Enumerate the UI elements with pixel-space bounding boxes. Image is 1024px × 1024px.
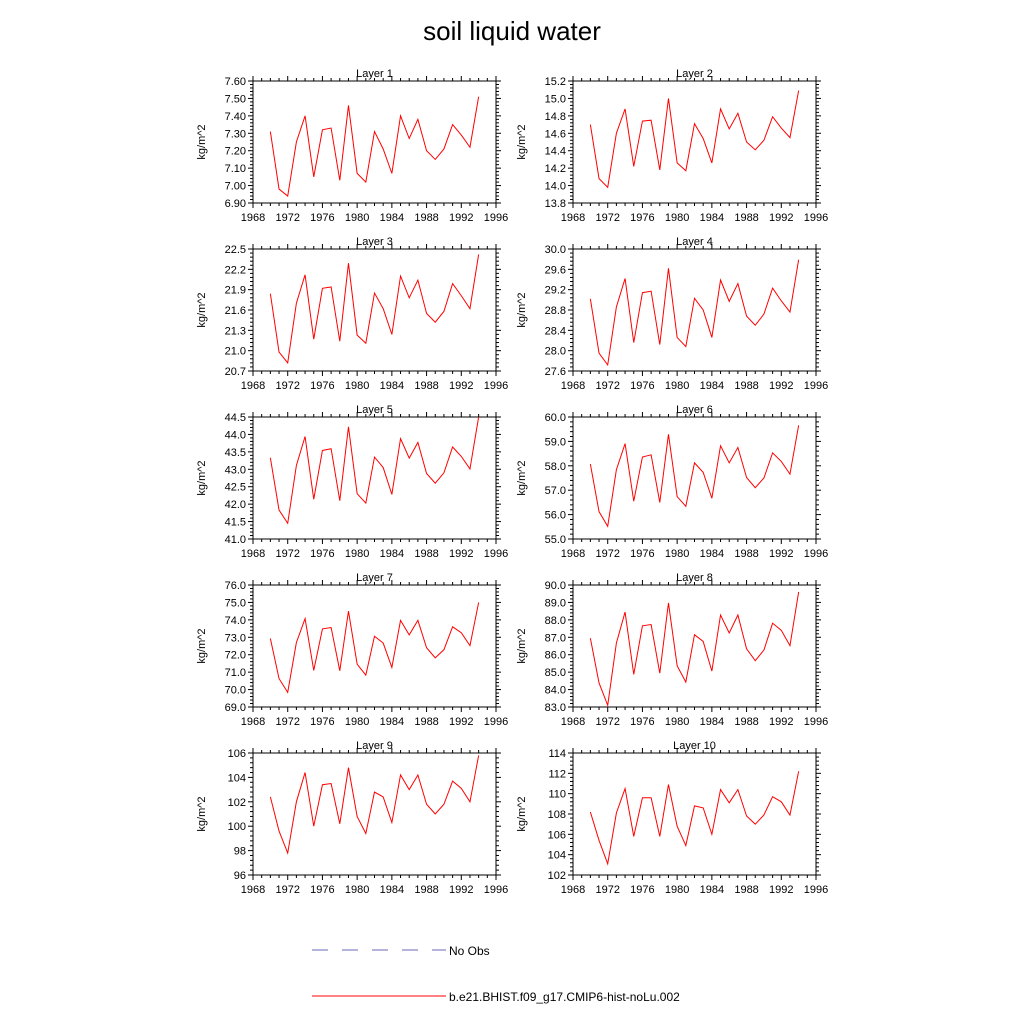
x-tick-label: 1984 — [379, 548, 405, 560]
x-tick-label: 1992 — [449, 884, 474, 896]
y-tick-label: 15.2 — [544, 76, 566, 88]
y-tick-label: 21.0 — [224, 345, 246, 358]
y-axis-label: kg/m^2 — [196, 124, 208, 160]
x-tick-label: 1976 — [630, 716, 655, 728]
y-axis-label: kg/m^2 — [516, 124, 528, 160]
y-tick-label: 14.4 — [544, 145, 566, 158]
y-tick-label: 21.9 — [224, 284, 246, 297]
y-tick-label: 7.60 — [224, 76, 246, 88]
y-tick-label: 21.3 — [224, 325, 246, 338]
x-tick-label: 1980 — [344, 212, 370, 224]
x-tick-label: 1984 — [699, 212, 725, 224]
x-tick-label: 1980 — [664, 716, 690, 728]
y-tick-label: 74.0 — [224, 614, 246, 627]
y-tick-label: 7.50 — [224, 93, 246, 106]
y-tick-label: 102 — [547, 870, 566, 882]
x-tick-label: 1980 — [664, 212, 690, 224]
y-tick-label: 42.0 — [224, 499, 246, 512]
legend-model-label: b.e21.BHIST.f09_g17.CMIP6-hist-noLu.002 — [449, 990, 680, 1004]
x-tick-label: 1988 — [734, 548, 759, 560]
y-axis-label: kg/m^2 — [196, 292, 208, 328]
y-tick-label: 60.0 — [544, 412, 566, 424]
y-tick-label: 88.0 — [544, 614, 566, 627]
chart-panel-layer-4 — [516, 236, 828, 392]
y-tick-label: 28.8 — [544, 305, 566, 317]
x-tick-label: 1988 — [414, 548, 439, 560]
series-line — [270, 602, 478, 692]
panel-title: Layer 1 — [356, 68, 393, 80]
x-tick-label: 1976 — [310, 884, 335, 896]
x-tick-label: 1996 — [803, 716, 829, 728]
x-tick-label: 1992 — [769, 884, 794, 896]
x-tick-label: 1972 — [275, 884, 300, 896]
x-tick-label: 1992 — [449, 212, 474, 224]
plot-frame — [253, 753, 496, 875]
x-tick-label: 1988 — [734, 380, 759, 392]
y-tick-label: 114 — [548, 748, 566, 760]
y-tick-label: 69.0 — [224, 702, 246, 714]
y-tick-label: 21.6 — [224, 305, 246, 317]
x-tick-label: 1988 — [414, 716, 439, 728]
x-tick-label: 1972 — [275, 716, 300, 728]
x-tick-label: 1996 — [483, 716, 509, 728]
x-tick-label: 1968 — [240, 212, 266, 224]
y-tick-label: 27.6 — [544, 366, 566, 378]
chart-panel-layer-7 — [196, 572, 508, 728]
y-tick-label: 14.0 — [544, 180, 566, 193]
plot-frame — [573, 585, 816, 707]
y-tick-label: 98 — [233, 845, 246, 858]
plot-frame — [253, 585, 496, 707]
chart-panel-layer-5 — [196, 404, 508, 560]
x-tick-label: 1992 — [769, 716, 794, 728]
x-tick-label: 1984 — [379, 212, 405, 224]
x-tick-label: 1980 — [344, 548, 370, 560]
x-tick-label: 1984 — [379, 380, 405, 392]
plot-frame — [573, 417, 816, 539]
y-tick-label: 73.0 — [224, 632, 246, 645]
y-tick-label: 102 — [227, 796, 246, 809]
y-tick-label: 89.0 — [544, 597, 566, 610]
y-tick-label: 20.7 — [224, 366, 246, 378]
panel-title: Layer 4 — [676, 236, 713, 248]
x-tick-label: 1976 — [310, 212, 335, 224]
panel-title: Layer 10 — [673, 740, 716, 752]
y-tick-label: 108 — [547, 809, 566, 821]
plot-frame — [573, 753, 816, 875]
x-tick-label: 1972 — [595, 716, 620, 728]
x-tick-label: 1996 — [803, 884, 829, 896]
y-tick-label: 104 — [227, 772, 246, 785]
panel-title: Layer 5 — [356, 404, 393, 416]
x-tick-label: 1996 — [803, 212, 829, 224]
x-tick-label: 1988 — [414, 380, 439, 392]
y-tick-label: 57.0 — [544, 485, 566, 498]
x-tick-label: 1984 — [379, 884, 405, 896]
y-tick-label: 44.0 — [224, 429, 246, 442]
x-tick-label: 1976 — [630, 548, 655, 560]
chart-panel-layer-6 — [516, 404, 828, 560]
y-tick-label: 14.6 — [544, 128, 566, 141]
y-tick-label: 112 — [548, 768, 566, 781]
y-axis-label: kg/m^2 — [516, 292, 528, 328]
y-tick-label: 30.0 — [544, 244, 566, 256]
y-tick-label: 110 — [548, 788, 566, 801]
figure-title: soil liquid water — [423, 16, 601, 46]
x-tick-label: 1980 — [664, 884, 690, 896]
x-tick-label: 1980 — [344, 380, 370, 392]
chart-panel-layer-10 — [516, 740, 828, 896]
panel-title: Layer 9 — [356, 740, 393, 752]
series-line — [590, 91, 798, 188]
y-tick-label: 29.2 — [544, 284, 566, 297]
y-tick-label: 71.0 — [224, 667, 246, 680]
x-tick-label: 1968 — [240, 380, 266, 392]
x-tick-label: 1996 — [483, 884, 509, 896]
x-tick-label: 1988 — [414, 884, 439, 896]
y-tick-label: 22.2 — [224, 264, 246, 277]
panel-title: Layer 2 — [676, 68, 713, 80]
y-axis-label: kg/m^2 — [196, 460, 208, 496]
y-tick-label: 7.10 — [224, 163, 246, 176]
x-tick-label: 1992 — [449, 716, 474, 728]
series-line — [590, 425, 798, 526]
x-tick-label: 1968 — [560, 380, 586, 392]
x-tick-label: 1984 — [699, 548, 725, 560]
y-tick-label: 7.00 — [224, 180, 246, 193]
x-tick-label: 1996 — [803, 380, 829, 392]
x-tick-label: 1968 — [560, 212, 586, 224]
y-tick-label: 41.5 — [224, 516, 246, 529]
y-axis-label: kg/m^2 — [196, 796, 208, 832]
y-tick-label: 75.0 — [224, 597, 246, 610]
plot-frame — [573, 81, 816, 203]
x-tick-label: 1992 — [449, 548, 474, 560]
y-tick-label: 43.0 — [224, 464, 246, 477]
series-line — [270, 254, 478, 362]
x-tick-label: 1984 — [699, 716, 725, 728]
y-tick-label: 106 — [547, 829, 566, 842]
x-tick-label: 1976 — [310, 380, 335, 392]
series-line — [270, 417, 478, 523]
x-tick-label: 1988 — [414, 212, 439, 224]
x-tick-label: 1992 — [769, 548, 794, 560]
y-tick-label: 7.30 — [224, 128, 246, 141]
panel-title: Layer 8 — [676, 572, 713, 584]
x-tick-label: 1988 — [734, 716, 759, 728]
y-tick-label: 14.8 — [544, 110, 566, 123]
x-tick-label: 1968 — [560, 716, 586, 728]
chart-panel-layer-1 — [196, 68, 508, 224]
y-tick-label: 72.0 — [224, 649, 246, 662]
series-line — [590, 260, 798, 365]
x-tick-label: 1972 — [275, 380, 300, 392]
x-tick-label: 1980 — [664, 380, 690, 392]
y-axis-label: kg/m^2 — [516, 460, 528, 496]
chart-panel-layer-3 — [196, 236, 508, 392]
x-tick-label: 1992 — [449, 380, 474, 392]
chart-panel-layer-9 — [196, 740, 508, 896]
legend — [312, 944, 680, 1004]
y-tick-label: 96 — [233, 870, 246, 882]
x-tick-label: 1988 — [734, 884, 759, 896]
x-tick-label: 1972 — [275, 548, 300, 560]
y-tick-label: 13.8 — [544, 198, 566, 210]
x-tick-label: 1976 — [310, 716, 335, 728]
y-tick-label: 7.20 — [224, 145, 246, 158]
y-axis-label: kg/m^2 — [196, 628, 208, 664]
x-tick-label: 1976 — [630, 212, 655, 224]
y-tick-label: 42.5 — [224, 481, 246, 494]
y-tick-label: 14.2 — [544, 163, 566, 176]
panel-grid — [196, 68, 828, 896]
y-tick-label: 100 — [227, 821, 246, 834]
chart-panel-layer-8 — [516, 572, 828, 728]
x-tick-label: 1988 — [734, 212, 759, 224]
x-tick-label: 1976 — [630, 884, 655, 896]
x-tick-label: 1992 — [769, 212, 794, 224]
x-tick-label: 1976 — [630, 380, 655, 392]
x-tick-label: 1984 — [699, 380, 725, 392]
y-tick-label: 43.5 — [224, 446, 246, 459]
y-tick-label: 28.4 — [544, 325, 566, 338]
x-tick-label: 1984 — [699, 884, 725, 896]
y-tick-label: 90.0 — [544, 580, 566, 592]
y-axis-label: kg/m^2 — [516, 628, 528, 664]
x-tick-label: 1980 — [344, 716, 370, 728]
y-tick-label: 7.40 — [224, 110, 246, 123]
y-tick-label: 58.0 — [544, 460, 566, 473]
x-tick-label: 1980 — [344, 884, 370, 896]
series-line — [270, 755, 478, 853]
x-tick-label: 1996 — [483, 548, 509, 560]
series-line — [590, 771, 798, 864]
x-tick-label: 1968 — [240, 548, 266, 560]
x-tick-label: 1984 — [379, 716, 405, 728]
y-tick-label: 106 — [227, 748, 246, 760]
x-tick-label: 1972 — [595, 212, 620, 224]
x-tick-label: 1976 — [310, 548, 335, 560]
y-tick-label: 22.5 — [224, 244, 246, 256]
y-tick-label: 83.0 — [544, 702, 566, 714]
y-tick-label: 104 — [547, 849, 566, 862]
x-tick-label: 1996 — [483, 380, 509, 392]
x-tick-label: 1972 — [595, 884, 620, 896]
panel-title: Layer 7 — [356, 572, 393, 584]
x-tick-label: 1992 — [769, 380, 794, 392]
y-tick-label: 41.0 — [224, 534, 246, 546]
x-tick-label: 1968 — [560, 548, 586, 560]
y-tick-label: 59.0 — [544, 436, 566, 449]
x-tick-label: 1968 — [240, 716, 266, 728]
y-tick-label: 29.6 — [544, 264, 566, 277]
series-line — [590, 592, 798, 705]
x-tick-label: 1972 — [275, 212, 300, 224]
panel-title: Layer 6 — [676, 404, 713, 416]
y-tick-label: 76.0 — [224, 580, 246, 592]
x-tick-label: 1972 — [595, 548, 620, 560]
y-tick-label: 15.0 — [544, 93, 566, 106]
legend-obs-label: No Obs — [449, 944, 490, 958]
y-tick-label: 86.0 — [544, 649, 566, 662]
y-tick-label: 84.0 — [544, 684, 566, 697]
plot-frame — [253, 417, 496, 539]
panel-title: Layer 3 — [356, 236, 393, 248]
x-tick-label: 1996 — [803, 548, 829, 560]
y-tick-label: 56.0 — [544, 509, 566, 522]
y-tick-label: 87.0 — [544, 632, 566, 645]
y-tick-label: 85.0 — [544, 667, 566, 680]
series-line — [270, 97, 478, 196]
y-tick-label: 70.0 — [224, 684, 246, 697]
chart-panel-layer-2 — [516, 68, 828, 224]
y-tick-label: 6.90 — [224, 198, 246, 210]
x-tick-label: 1968 — [240, 884, 266, 896]
x-tick-label: 1996 — [483, 212, 509, 224]
x-tick-label: 1972 — [595, 380, 620, 392]
y-tick-label: 28.0 — [544, 345, 566, 358]
y-tick-label: 55.0 — [544, 534, 566, 546]
x-tick-label: 1968 — [560, 884, 586, 896]
x-tick-label: 1980 — [664, 548, 690, 560]
y-tick-label: 44.5 — [224, 412, 246, 424]
y-axis-label: kg/m^2 — [516, 796, 528, 832]
